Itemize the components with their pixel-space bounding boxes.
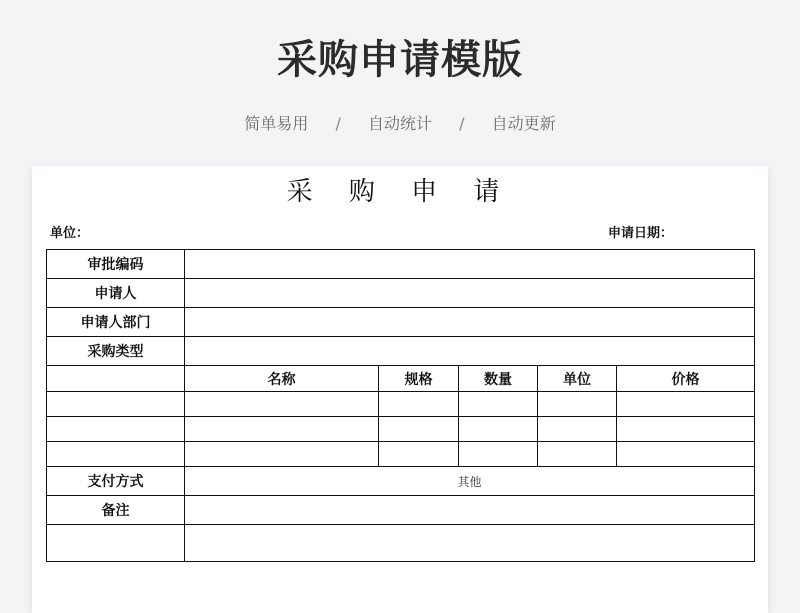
item-cell[interactable] <box>185 442 379 467</box>
items-header-blank <box>47 366 185 392</box>
payment-method-value[interactable]: 其他 <box>185 467 755 496</box>
item-cell[interactable] <box>379 392 459 417</box>
tagline <box>0 112 800 136</box>
item-cell[interactable] <box>185 392 379 417</box>
applicant-dept-cell[interactable] <box>185 308 755 337</box>
item-cell[interactable] <box>538 392 617 417</box>
page-title: 采购申请模版 <box>277 37 523 83</box>
col-header-spec: 规格 <box>379 366 459 392</box>
blank-cell[interactable] <box>47 525 185 562</box>
item-row <box>47 417 755 442</box>
form-title: 采 购 申 请 <box>286 177 514 207</box>
tagline-separator: / <box>335 114 341 133</box>
applicant-cell[interactable] <box>185 279 755 308</box>
item-cell[interactable] <box>617 417 755 442</box>
item-cell[interactable] <box>47 392 185 417</box>
remarks-label: 备注 <box>47 496 185 525</box>
item-row <box>47 392 755 417</box>
blank-cell[interactable] <box>185 525 755 562</box>
table-row <box>47 467 755 496</box>
remarks-cell[interactable] <box>185 496 755 525</box>
item-cell[interactable] <box>459 392 538 417</box>
item-cell[interactable] <box>185 417 379 442</box>
purchase-type-cell[interactable] <box>185 337 755 366</box>
purchase-type-label: 采购类型 <box>47 337 185 366</box>
col-header-unit: 单位 <box>538 366 617 392</box>
tagline-separator: / <box>459 114 465 133</box>
table-row <box>47 250 755 279</box>
tagline-item: 自动统计 <box>367 114 432 133</box>
items-header-row <box>47 366 755 392</box>
item-cell[interactable] <box>538 442 617 467</box>
purchase-form-table <box>46 249 755 562</box>
col-header-quantity: 数量 <box>459 366 538 392</box>
payment-method-label: 支付方式 <box>47 467 185 496</box>
item-cell[interactable] <box>538 417 617 442</box>
item-cell[interactable] <box>459 417 538 442</box>
table-row <box>47 279 755 308</box>
col-header-price: 价格 <box>617 366 755 392</box>
table-row <box>47 496 755 525</box>
item-cell[interactable] <box>379 417 459 442</box>
item-cell[interactable] <box>47 417 185 442</box>
item-cell[interactable] <box>459 442 538 467</box>
table-row <box>47 525 755 562</box>
tagline-item: 简单易用 <box>244 114 309 133</box>
item-row <box>47 442 755 467</box>
unit-label: 单位： <box>50 226 90 241</box>
col-header-name: 名称 <box>185 366 379 392</box>
table-row <box>47 337 755 366</box>
applicant-dept-label: 申请人部门 <box>47 308 185 337</box>
approval-code-label: 审批编码 <box>47 250 185 279</box>
applicant-label: 申请人 <box>47 279 185 308</box>
form-sheet <box>32 166 768 613</box>
item-cell[interactable] <box>617 442 755 467</box>
approval-code-cell[interactable] <box>185 250 755 279</box>
item-cell[interactable] <box>47 442 185 467</box>
table-row <box>47 308 755 337</box>
tagline-item: 自动更新 <box>491 114 556 133</box>
date-label: 申请日期： <box>608 226 674 241</box>
item-cell[interactable] <box>617 392 755 417</box>
item-cell[interactable] <box>379 442 459 467</box>
